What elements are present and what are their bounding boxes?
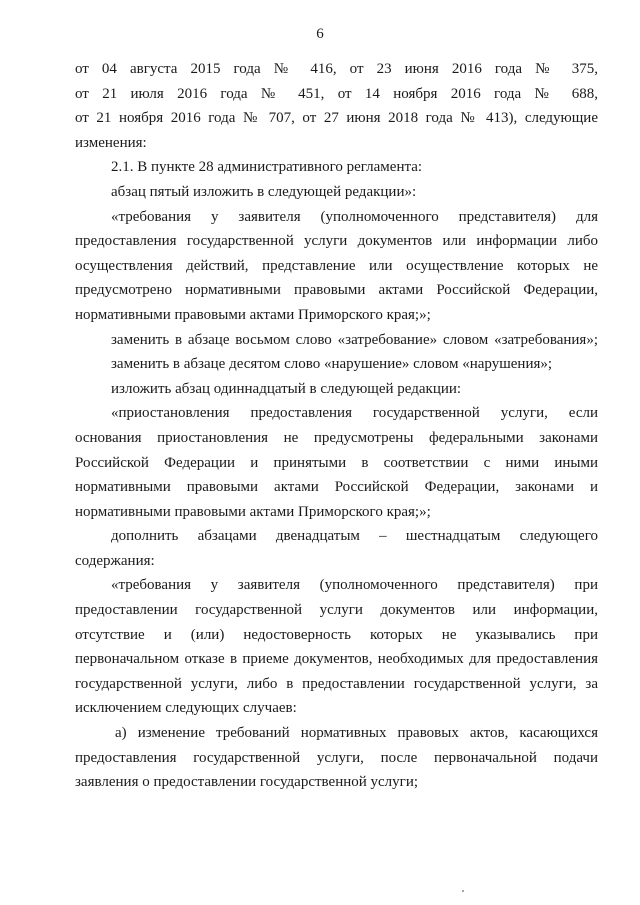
paragraph-para-8-replace xyxy=(75,328,598,353)
paragraph-para-12-text xyxy=(75,573,598,721)
text-line: государственной услуги, либо в предоставлении государственной услуги, за xyxy=(75,675,598,692)
text-line: осуществления действий, представление или осуществление которых не xyxy=(75,257,598,274)
text-line: «приостановления предоставления государственной услуги, если xyxy=(111,405,598,422)
text-line: первоначальном отказе в приеме документов, необходимых для предоставления xyxy=(75,651,598,668)
text-line: заменить в абзаце десятом слово «нарушение» словом «нарушения»; xyxy=(111,356,553,373)
text-line: нормативными правовыми актами Российской Федерации, законами и xyxy=(75,479,598,496)
paragraph-para-11-instruction xyxy=(75,377,598,402)
paragraph-para-5-instruction xyxy=(75,180,598,205)
text-line: 2.1. В пункте 28 административного регламента: xyxy=(111,159,423,176)
paragraph-amendments-intro xyxy=(75,57,598,155)
paragraph-para-5-text xyxy=(75,205,598,328)
text-line: от 04 августа 2015 года № 416, от 23 июня 2016 года № 375, xyxy=(75,61,598,77)
text-line: Российской Федерации и принятыми в соответствии с ними иными xyxy=(75,454,598,471)
text-line: предоставления государственной услуги, после первоначальной подачи xyxy=(75,749,598,766)
paragraph-item-2-1 xyxy=(75,155,598,180)
text-line: основания приостановления не предусмотрены федеральными законами xyxy=(75,429,598,446)
scan-speck xyxy=(462,890,464,892)
text-line: заменить в абзаце восьмом слово «затребование» словом «затребования»; xyxy=(111,331,598,348)
text-line: содержания: xyxy=(75,552,155,569)
text-line: изложить абзац одиннадцатый в следующей редакции: xyxy=(111,380,462,397)
text-line: от 21 ноября 2016 года № 707, от 27 июня 2018 года № 413), следующие xyxy=(75,110,598,127)
paragraph-sub-a xyxy=(75,721,598,795)
text-line: заявления о предоставлении государственной услуги; xyxy=(75,774,419,791)
text-line: изменения: xyxy=(75,134,147,151)
text-line: от 21 июля 2016 года № 451, от 14 ноября 2016 года № 688, xyxy=(75,85,598,102)
text-line: а) изменение требований нормативных правовых актов, касающихся xyxy=(115,725,598,742)
paragraph-list xyxy=(75,57,598,795)
text-line: «требования у заявителя (уполномоченного представителя) при xyxy=(111,577,598,594)
text-line: предусмотрено нормативными правовыми актами Российской Федерации, xyxy=(75,282,598,299)
text-line: исключением следующих случаев: xyxy=(75,700,297,717)
text-line: отсутствие и (или) недостоверность которых не указывались при xyxy=(75,626,598,643)
text-line: нормативными правовыми актами Приморского края;»; xyxy=(75,503,431,520)
text-line: предоставлении государственной услуги документов или информации, xyxy=(75,602,598,619)
document-body xyxy=(75,57,598,795)
text-line: нормативными правовыми актами Приморского края;»; xyxy=(75,306,431,323)
text-line: предоставления государственной услуги документов или информации либо xyxy=(75,233,598,250)
text-line: «требования у заявителя (уполномоченного представителя) для xyxy=(111,208,598,225)
text-line: дополнить абзацами двенадцатым – шестнадцатым следующего xyxy=(111,528,598,545)
paragraph-add-paras-instruction xyxy=(75,524,598,573)
page-number: 6 xyxy=(316,26,324,42)
paragraph-para-10-replace xyxy=(75,352,598,377)
paragraph-para-11-text xyxy=(75,401,598,524)
text-line: абзац пятый изложить в следующей редакции»: xyxy=(111,183,417,200)
